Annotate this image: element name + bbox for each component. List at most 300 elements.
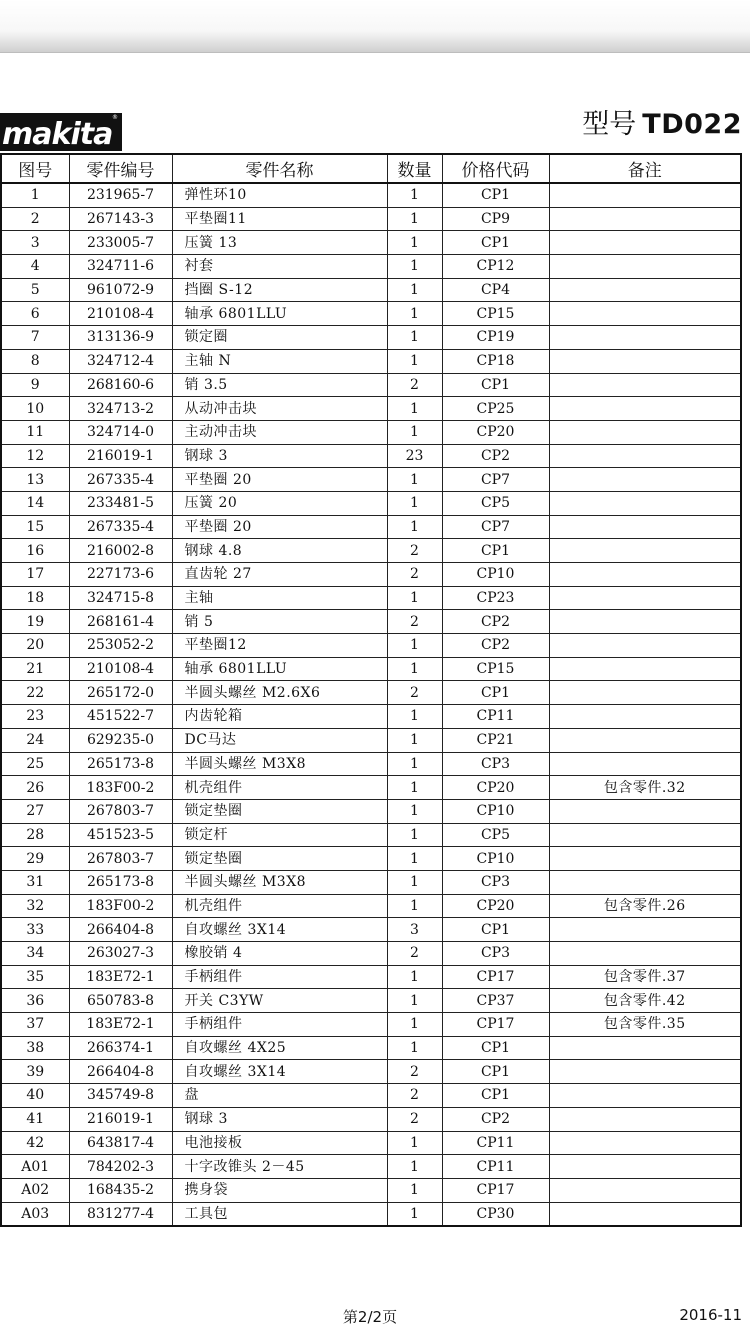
- cell-remarks: [549, 847, 741, 871]
- cell-part-name: 弹性环10: [172, 183, 387, 207]
- cell-part-no: 831277-4: [69, 1202, 172, 1226]
- cell-quantity: 1: [387, 870, 442, 894]
- cell-remarks: [549, 610, 741, 634]
- table-row: [1, 1107, 741, 1131]
- cell-price-code: CP17: [442, 1178, 549, 1202]
- table-row: [1, 1036, 741, 1060]
- cell-part-name: 机壳组件: [172, 776, 387, 800]
- cell-figure-no: 3: [1, 231, 69, 255]
- cell-quantity: 1: [387, 491, 442, 515]
- cell-quantity: 2: [387, 373, 442, 397]
- cell-remarks: 包含零件.32: [549, 776, 741, 800]
- cell-figure-no: 15: [1, 515, 69, 539]
- cell-remarks: [549, 397, 741, 421]
- cell-figure-no: 39: [1, 1060, 69, 1084]
- cell-part-no: 324713-2: [69, 397, 172, 421]
- cell-part-name: 开关 C3YW: [172, 989, 387, 1013]
- table-row: [1, 349, 741, 373]
- cell-part-name: 锁定垫圈: [172, 799, 387, 823]
- document-date: 2016-11: [679, 1306, 742, 1324]
- table-row: [1, 1084, 741, 1108]
- cell-figure-no: 28: [1, 823, 69, 847]
- cell-price-code: CP1: [442, 1060, 549, 1084]
- table-row: [1, 894, 741, 918]
- model-code: TD022: [642, 109, 742, 140]
- cell-part-name: 自攻螺丝 3X14: [172, 918, 387, 942]
- cell-quantity: 1: [387, 302, 442, 326]
- cell-part-no: 233481-5: [69, 491, 172, 515]
- cell-price-code: CP7: [442, 468, 549, 492]
- table-row: [1, 870, 741, 894]
- cell-price-code: CP3: [442, 942, 549, 966]
- cell-price-code: CP21: [442, 728, 549, 752]
- cell-quantity: 1: [387, 657, 442, 681]
- cell-remarks: [549, 255, 741, 279]
- cell-part-no: 183E72-1: [69, 965, 172, 989]
- cell-part-no: 266404-8: [69, 1060, 172, 1084]
- cell-price-code: CP2: [442, 634, 549, 658]
- cell-figure-no: 1: [1, 183, 69, 207]
- table-row: [1, 231, 741, 255]
- cell-part-name: 盘: [172, 1084, 387, 1108]
- cell-figure-no: 23: [1, 705, 69, 729]
- table-row: [1, 847, 741, 871]
- cell-figure-no: 24: [1, 728, 69, 752]
- cell-remarks: [549, 207, 741, 231]
- cell-part-no: 324711-6: [69, 255, 172, 279]
- cell-remarks: [549, 302, 741, 326]
- cell-part-name: 钢球 3: [172, 444, 387, 468]
- cell-figure-no: 38: [1, 1036, 69, 1060]
- cell-figure-no: 5: [1, 278, 69, 302]
- table-row: [1, 1131, 741, 1155]
- cell-figure-no: 41: [1, 1107, 69, 1131]
- cell-remarks: [549, 420, 741, 444]
- cell-part-name: 橡胶销 4: [172, 942, 387, 966]
- cell-figure-no: 11: [1, 420, 69, 444]
- cell-part-name: 直齿轮 27: [172, 563, 387, 587]
- cell-part-name: 销 5: [172, 610, 387, 634]
- cell-price-code: CP15: [442, 302, 549, 326]
- cell-remarks: [549, 634, 741, 658]
- cell-quantity: 1: [387, 776, 442, 800]
- cell-part-name: 自攻螺丝 4X25: [172, 1036, 387, 1060]
- cell-price-code: CP1: [442, 681, 549, 705]
- cell-figure-no: 12: [1, 444, 69, 468]
- cell-part-name: 携身袋: [172, 1178, 387, 1202]
- cell-price-code: CP11: [442, 705, 549, 729]
- cell-part-name: 锁定圈: [172, 326, 387, 350]
- column-header-figure-no: 图号: [1, 154, 69, 183]
- cell-part-no: 267143-3: [69, 207, 172, 231]
- cell-quantity: 1: [387, 705, 442, 729]
- cell-price-code: CP20: [442, 420, 549, 444]
- table-row: [1, 1013, 741, 1037]
- cell-figure-no: 9: [1, 373, 69, 397]
- cell-quantity: 1: [387, 183, 442, 207]
- cell-quantity: 1: [387, 989, 442, 1013]
- cell-remarks: [549, 444, 741, 468]
- cell-part-name: 电池接板: [172, 1131, 387, 1155]
- cell-part-no: 231965-7: [69, 183, 172, 207]
- cell-remarks: 包含零件.35: [549, 1013, 741, 1037]
- cell-quantity: 1: [387, 847, 442, 871]
- cell-quantity: 1: [387, 823, 442, 847]
- column-header-quantity: 数量: [387, 154, 442, 183]
- cell-part-name: 半圆头螺丝 M3X8: [172, 752, 387, 776]
- cell-price-code: CP11: [442, 1131, 549, 1155]
- cell-part-no: 210108-4: [69, 657, 172, 681]
- cell-part-name: 平垫圈12: [172, 634, 387, 658]
- table-row: [1, 468, 741, 492]
- cell-remarks: [549, 1060, 741, 1084]
- cell-figure-no: 31: [1, 870, 69, 894]
- cell-price-code: CP23: [442, 586, 549, 610]
- cell-remarks: [549, 563, 741, 587]
- cell-part-no: 183F00-2: [69, 894, 172, 918]
- table-row: [1, 444, 741, 468]
- cell-part-no: 253052-2: [69, 634, 172, 658]
- cell-part-name: 锁定垫圈: [172, 847, 387, 871]
- cell-remarks: [549, 1131, 741, 1155]
- cell-price-code: CP37: [442, 989, 549, 1013]
- cell-quantity: 1: [387, 468, 442, 492]
- table-row: [1, 1178, 741, 1202]
- cell-figure-no: 35: [1, 965, 69, 989]
- cell-price-code: CP17: [442, 1013, 549, 1037]
- cell-price-code: CP11: [442, 1155, 549, 1179]
- cell-remarks: [549, 657, 741, 681]
- cell-part-name: 锁定杆: [172, 823, 387, 847]
- cell-figure-no: 42: [1, 1131, 69, 1155]
- cell-remarks: [549, 1107, 741, 1131]
- cell-quantity: 1: [387, 349, 442, 373]
- cell-quantity: 1: [387, 1036, 442, 1060]
- cell-part-no: 267335-4: [69, 515, 172, 539]
- cell-price-code: CP2: [442, 444, 549, 468]
- cell-quantity: 1: [387, 1131, 442, 1155]
- cell-quantity: 2: [387, 539, 442, 563]
- cell-remarks: [549, 491, 741, 515]
- cell-remarks: 包含零件.37: [549, 965, 741, 989]
- table-row: [1, 799, 741, 823]
- cell-quantity: 1: [387, 207, 442, 231]
- cell-price-code: CP10: [442, 799, 549, 823]
- cell-price-code: CP9: [442, 207, 549, 231]
- cell-remarks: [549, 1155, 741, 1179]
- cell-quantity: 1: [387, 397, 442, 421]
- cell-part-name: 内齿轮箱: [172, 705, 387, 729]
- cell-remarks: [549, 870, 741, 894]
- table-row: [1, 657, 741, 681]
- cell-remarks: 包含零件.42: [549, 989, 741, 1013]
- cell-price-code: CP10: [442, 847, 549, 871]
- viewer-top-bar: [0, 0, 750, 53]
- cell-remarks: [549, 799, 741, 823]
- cell-price-code: CP20: [442, 894, 549, 918]
- cell-price-code: CP1: [442, 373, 549, 397]
- cell-quantity: 2: [387, 681, 442, 705]
- cell-part-no: 650783-8: [69, 989, 172, 1013]
- cell-price-code: CP1: [442, 1084, 549, 1108]
- cell-quantity: 1: [387, 1202, 442, 1226]
- table-row: [1, 586, 741, 610]
- cell-price-code: CP1: [442, 1036, 549, 1060]
- table-row: [1, 183, 741, 207]
- cell-figure-no: 37: [1, 1013, 69, 1037]
- table-row: [1, 302, 741, 326]
- table-header-row: [1, 154, 741, 183]
- cell-quantity: 1: [387, 752, 442, 776]
- cell-remarks: [549, 515, 741, 539]
- table-row: [1, 1060, 741, 1084]
- cell-price-code: CP15: [442, 657, 549, 681]
- table-row: [1, 397, 741, 421]
- cell-quantity: 1: [387, 965, 442, 989]
- cell-part-no: 643817-4: [69, 1131, 172, 1155]
- cell-part-name: 挡圈 S-12: [172, 278, 387, 302]
- table-row: [1, 918, 741, 942]
- cell-part-no: 268160-6: [69, 373, 172, 397]
- cell-price-code: CP1: [442, 231, 549, 255]
- cell-price-code: CP17: [442, 965, 549, 989]
- cell-part-name: 自攻螺丝 3X14: [172, 1060, 387, 1084]
- column-header-part-name: 零件名称: [172, 154, 387, 183]
- cell-part-no: 216019-1: [69, 444, 172, 468]
- cell-price-code: CP1: [442, 918, 549, 942]
- cell-part-name: 平垫圈 20: [172, 515, 387, 539]
- cell-quantity: 1: [387, 586, 442, 610]
- cell-part-name: DC马达: [172, 728, 387, 752]
- table-row: [1, 634, 741, 658]
- cell-price-code: CP7: [442, 515, 549, 539]
- cell-part-name: 销 3.5: [172, 373, 387, 397]
- cell-remarks: [549, 681, 741, 705]
- table-row: [1, 1202, 741, 1226]
- cell-remarks: [549, 918, 741, 942]
- cell-remarks: [549, 326, 741, 350]
- cell-quantity: 1: [387, 1013, 442, 1037]
- cell-quantity: 1: [387, 255, 442, 279]
- cell-figure-no: 36: [1, 989, 69, 1013]
- cell-figure-no: 40: [1, 1084, 69, 1108]
- cell-part-no: 267335-4: [69, 468, 172, 492]
- table-row: [1, 1155, 741, 1179]
- cell-part-name: 平垫圈 20: [172, 468, 387, 492]
- cell-figure-no: 8: [1, 349, 69, 373]
- cell-figure-no: 20: [1, 634, 69, 658]
- cell-part-no: 784202-3: [69, 1155, 172, 1179]
- cell-remarks: [549, 1178, 741, 1202]
- table-row: [1, 776, 741, 800]
- table-row: [1, 255, 741, 279]
- table-row: [1, 491, 741, 515]
- cell-quantity: 1: [387, 728, 442, 752]
- cell-remarks: [549, 586, 741, 610]
- table-row: [1, 681, 741, 705]
- cell-figure-no: 2: [1, 207, 69, 231]
- cell-part-no: 267803-7: [69, 799, 172, 823]
- table-row: [1, 539, 741, 563]
- table-row: [1, 965, 741, 989]
- cell-remarks: [549, 373, 741, 397]
- brand-wordmark: makita: [2, 117, 113, 151]
- cell-part-name: 压簧 20: [172, 491, 387, 515]
- cell-price-code: CP3: [442, 752, 549, 776]
- model-heading: [582, 109, 742, 141]
- cell-part-no: 313136-9: [69, 326, 172, 350]
- cell-remarks: [549, 278, 741, 302]
- cell-part-no: 265172-0: [69, 681, 172, 705]
- cell-price-code: CP18: [442, 349, 549, 373]
- cell-remarks: [549, 823, 741, 847]
- cell-price-code: CP1: [442, 539, 549, 563]
- cell-part-no: 961072-9: [69, 278, 172, 302]
- column-header-remarks: 备注: [549, 154, 741, 183]
- cell-part-name: 主动冲击块: [172, 420, 387, 444]
- cell-part-no: 451522-7: [69, 705, 172, 729]
- cell-price-code: CP1: [442, 183, 549, 207]
- cell-part-name: 主轴 N: [172, 349, 387, 373]
- model-label: 型号: [582, 109, 637, 140]
- cell-quantity: 23: [387, 444, 442, 468]
- column-header-part-no: 零件编号: [69, 154, 172, 183]
- cell-figure-no: A03: [1, 1202, 69, 1226]
- cell-part-no: 216019-1: [69, 1107, 172, 1131]
- cell-figure-no: 21: [1, 657, 69, 681]
- cell-quantity: 1: [387, 278, 442, 302]
- table-row: [1, 823, 741, 847]
- cell-quantity: 1: [387, 1178, 442, 1202]
- cell-part-no: 268161-4: [69, 610, 172, 634]
- cell-remarks: [549, 942, 741, 966]
- cell-price-code: CP30: [442, 1202, 549, 1226]
- table-row: [1, 728, 741, 752]
- cell-remarks: [549, 705, 741, 729]
- makita-logo: [0, 109, 124, 151]
- cell-figure-no: 27: [1, 799, 69, 823]
- cell-figure-no: 26: [1, 776, 69, 800]
- cell-remarks: [549, 1202, 741, 1226]
- cell-part-no: 266404-8: [69, 918, 172, 942]
- cell-part-name: 手柄组件: [172, 1013, 387, 1037]
- cell-part-no: 629235-0: [69, 728, 172, 752]
- cell-part-name: 半圆头螺丝 M3X8: [172, 870, 387, 894]
- cell-quantity: 2: [387, 942, 442, 966]
- cell-part-name: 工具包: [172, 1202, 387, 1226]
- cell-remarks: [549, 752, 741, 776]
- cell-figure-no: 14: [1, 491, 69, 515]
- cell-part-no: 265173-8: [69, 752, 172, 776]
- cell-quantity: 2: [387, 563, 442, 587]
- cell-part-no: 227173-6: [69, 563, 172, 587]
- column-header-price-code: 价格代码: [442, 154, 549, 183]
- cell-price-code: CP5: [442, 491, 549, 515]
- cell-figure-no: 22: [1, 681, 69, 705]
- cell-part-name: 手柄组件: [172, 965, 387, 989]
- cell-part-no: 233005-7: [69, 231, 172, 255]
- cell-quantity: 1: [387, 515, 442, 539]
- cell-figure-no: 6: [1, 302, 69, 326]
- cell-part-name: 机壳组件: [172, 894, 387, 918]
- cell-quantity: 2: [387, 1060, 442, 1084]
- cell-quantity: 2: [387, 1107, 442, 1131]
- table-row: [1, 752, 741, 776]
- cell-quantity: 1: [387, 420, 442, 444]
- cell-quantity: 3: [387, 918, 442, 942]
- cell-remarks: 包含零件.26: [549, 894, 741, 918]
- cell-figure-no: 34: [1, 942, 69, 966]
- cell-part-no: 210108-4: [69, 302, 172, 326]
- cell-quantity: 1: [387, 326, 442, 350]
- cell-part-name: 平垫圈11: [172, 207, 387, 231]
- cell-part-name: 轴承 6801LLU: [172, 657, 387, 681]
- cell-part-no: 183E72-1: [69, 1013, 172, 1037]
- cell-part-no: 324714-0: [69, 420, 172, 444]
- cell-part-no: 266374-1: [69, 1036, 172, 1060]
- cell-figure-no: 19: [1, 610, 69, 634]
- cell-price-code: CP10: [442, 563, 549, 587]
- cell-part-name: 轴承 6801LLU: [172, 302, 387, 326]
- cell-quantity: 1: [387, 1155, 442, 1179]
- table-row: [1, 278, 741, 302]
- table-row: [1, 563, 741, 587]
- cell-price-code: CP5: [442, 823, 549, 847]
- cell-figure-no: 18: [1, 586, 69, 610]
- cell-quantity: 1: [387, 894, 442, 918]
- cell-part-no: 345749-8: [69, 1084, 172, 1108]
- cell-part-name: 压簧 13: [172, 231, 387, 255]
- cell-remarks: [549, 728, 741, 752]
- cell-figure-no: 33: [1, 918, 69, 942]
- cell-figure-no: A01: [1, 1155, 69, 1179]
- cell-figure-no: 17: [1, 563, 69, 587]
- cell-remarks: [549, 231, 741, 255]
- cell-quantity: 1: [387, 634, 442, 658]
- table-row: [1, 515, 741, 539]
- table-row: [1, 705, 741, 729]
- cell-part-no: 265173-8: [69, 870, 172, 894]
- cell-remarks: [549, 1036, 741, 1060]
- table-row: [1, 373, 741, 397]
- cell-part-no: 263027-3: [69, 942, 172, 966]
- cell-quantity: 2: [387, 1084, 442, 1108]
- cell-figure-no: 7: [1, 326, 69, 350]
- cell-quantity: 1: [387, 231, 442, 255]
- cell-price-code: CP12: [442, 255, 549, 279]
- cell-price-code: CP2: [442, 1107, 549, 1131]
- table-row: [1, 326, 741, 350]
- cell-part-name: 衬套: [172, 255, 387, 279]
- cell-part-name: 钢球 4.8: [172, 539, 387, 563]
- page-number: 第2/2页: [342, 1308, 398, 1326]
- table-row: [1, 989, 741, 1013]
- cell-part-name: 从动冲击块: [172, 397, 387, 421]
- cell-quantity: 2: [387, 610, 442, 634]
- cell-figure-no: 29: [1, 847, 69, 871]
- cell-part-no: 324712-4: [69, 349, 172, 373]
- cell-figure-no: 32: [1, 894, 69, 918]
- cell-price-code: CP20: [442, 776, 549, 800]
- parts-table: [0, 153, 742, 1227]
- cell-price-code: CP3: [442, 870, 549, 894]
- cell-remarks: [549, 539, 741, 563]
- cell-figure-no: 4: [1, 255, 69, 279]
- cell-figure-no: 16: [1, 539, 69, 563]
- cell-remarks: [549, 468, 741, 492]
- cell-remarks: [549, 349, 741, 373]
- cell-price-code: CP4: [442, 278, 549, 302]
